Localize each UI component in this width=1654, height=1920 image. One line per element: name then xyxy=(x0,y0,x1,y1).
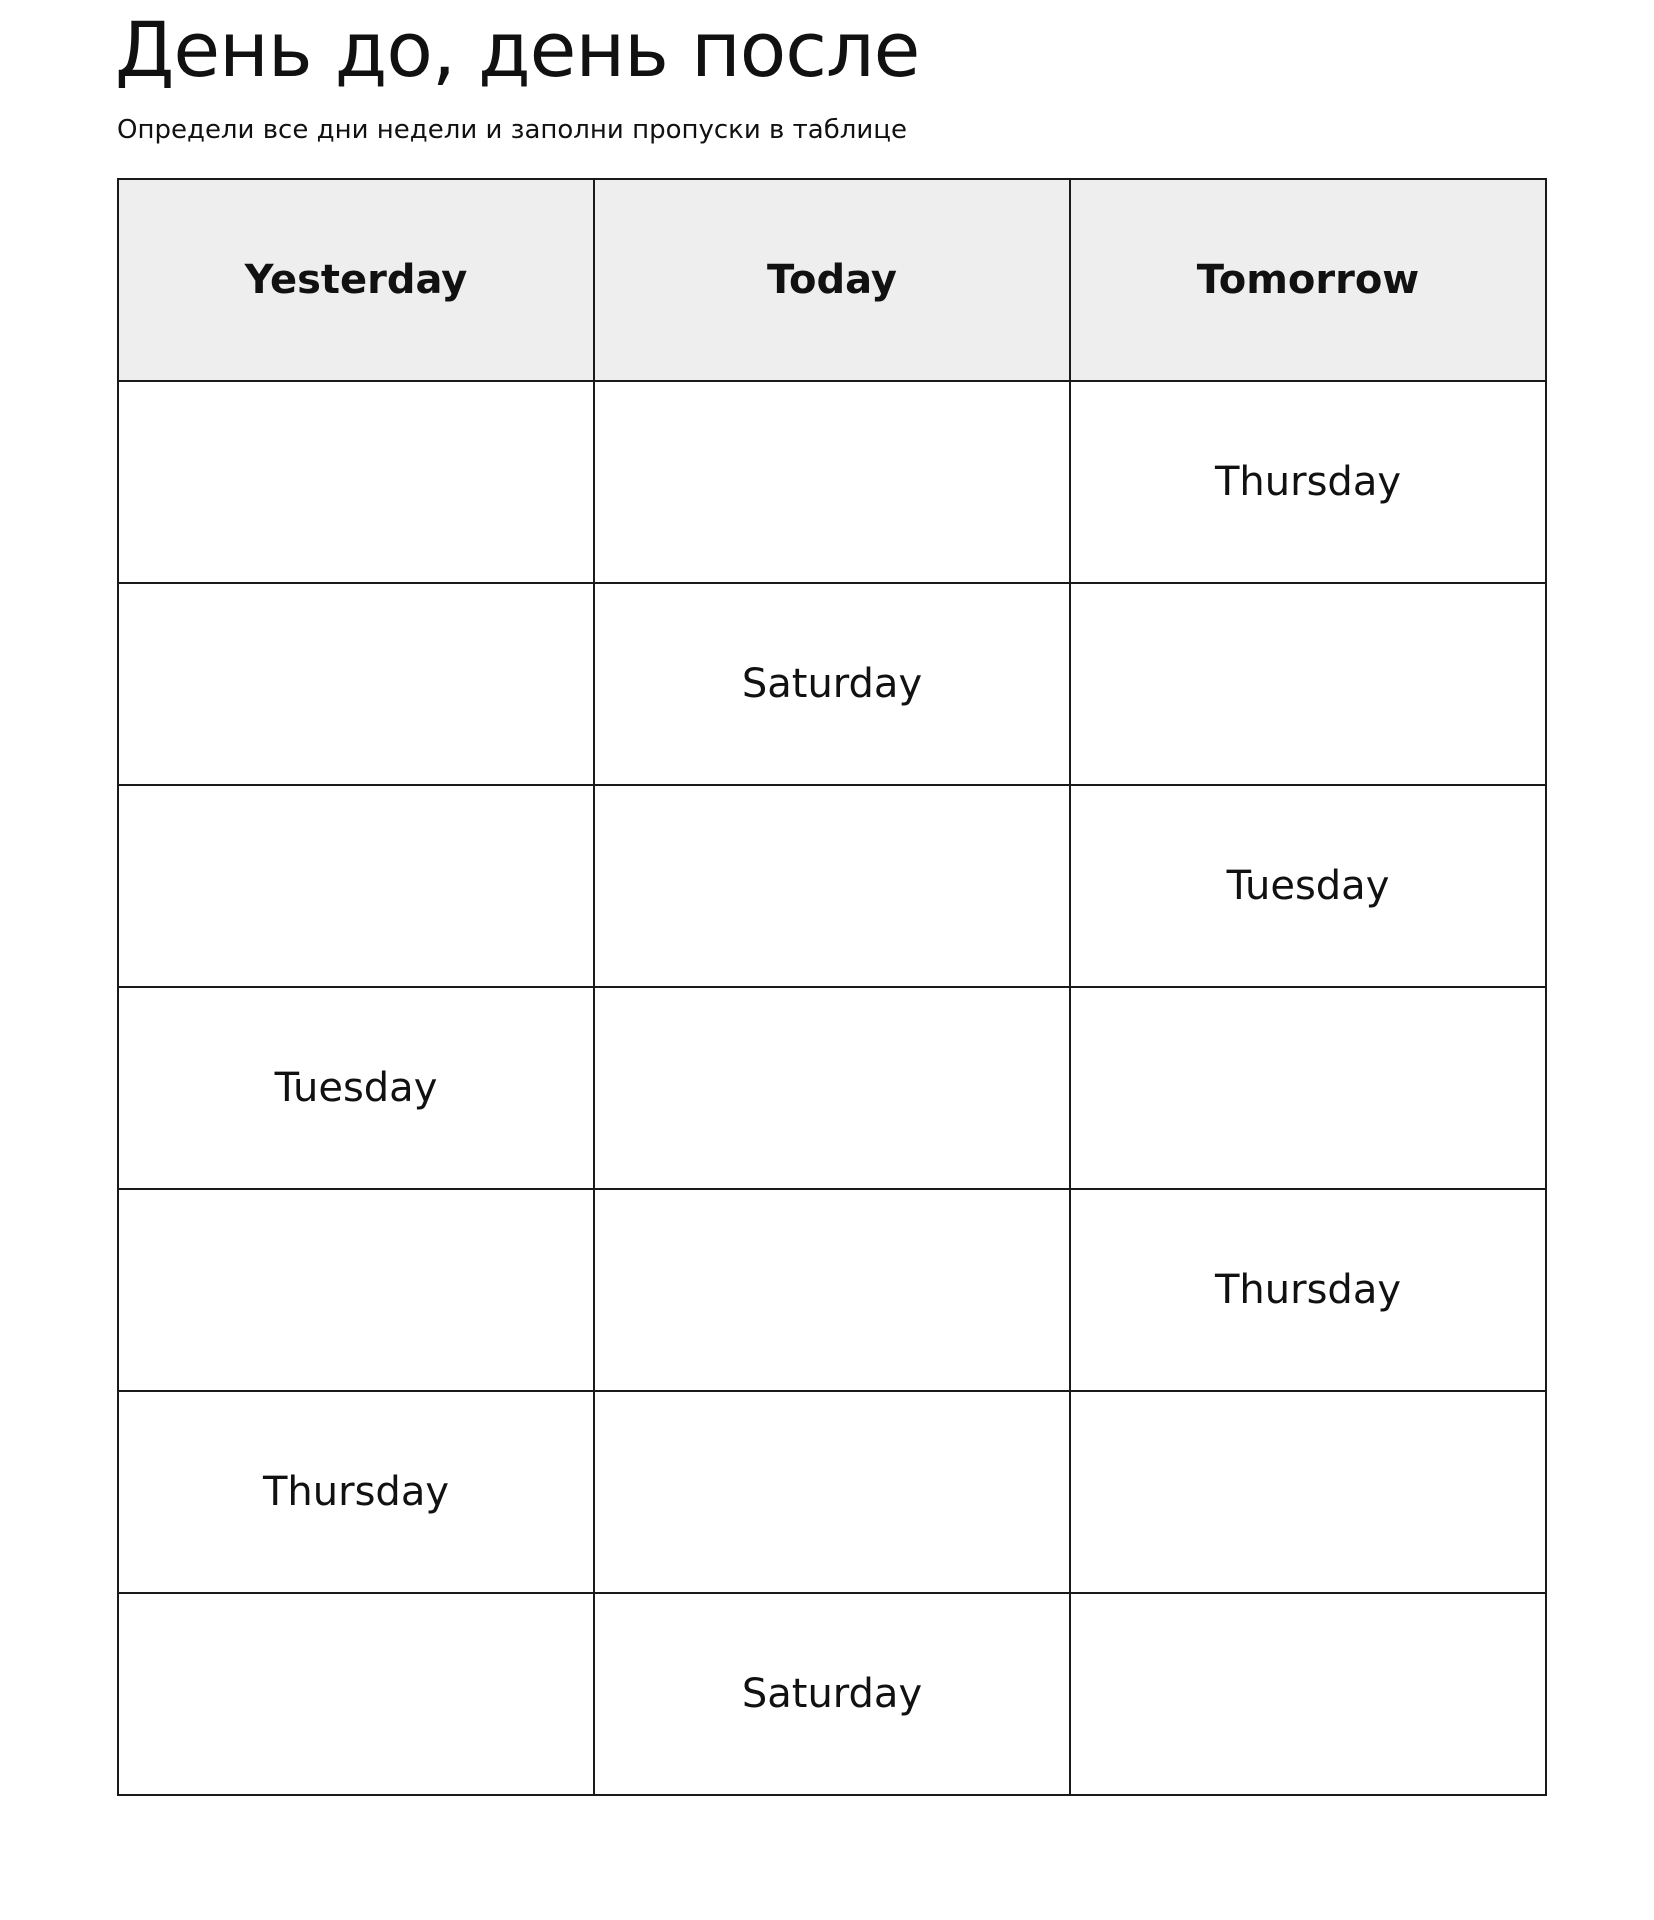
cell-today: Saturday xyxy=(594,1593,1070,1795)
cell-yesterday[interactable] xyxy=(118,583,594,785)
cell-tomorrow: Thursday xyxy=(1070,381,1546,583)
column-header-today: Today xyxy=(594,179,1070,381)
column-header-tomorrow: Tomorrow xyxy=(1070,179,1546,381)
cell-today[interactable] xyxy=(594,381,1070,583)
cell-tomorrow: Thursday xyxy=(1070,1189,1546,1391)
cell-tomorrow: Tuesday xyxy=(1070,785,1546,987)
table-row xyxy=(118,1391,1546,1593)
cell-yesterday[interactable] xyxy=(118,1593,594,1795)
column-header-yesterday: Yesterday xyxy=(118,179,594,381)
cell-yesterday[interactable] xyxy=(118,381,594,583)
cell-today[interactable] xyxy=(594,1189,1070,1391)
cell-tomorrow[interactable] xyxy=(1070,987,1546,1189)
cell-tomorrow[interactable] xyxy=(1070,583,1546,785)
cell-yesterday: Thursday xyxy=(118,1391,594,1593)
cell-tomorrow[interactable] xyxy=(1070,1391,1546,1593)
cell-today: Saturday xyxy=(594,583,1070,785)
cell-today[interactable] xyxy=(594,987,1070,1189)
table-row xyxy=(118,1593,1546,1795)
cell-yesterday: Tuesday xyxy=(118,987,594,1189)
cell-yesterday[interactable] xyxy=(118,785,594,987)
cell-today[interactable] xyxy=(594,785,1070,987)
instructions-text: Определи все дни недели и заполни пропуски в таблице xyxy=(117,115,907,145)
cell-today[interactable] xyxy=(594,1391,1070,1593)
cell-yesterday[interactable] xyxy=(118,1189,594,1391)
table-row xyxy=(118,987,1546,1189)
table-row xyxy=(118,785,1546,987)
table-row xyxy=(118,381,1546,583)
table-row xyxy=(118,1189,1546,1391)
table-row xyxy=(118,583,1546,785)
days-worksheet-table xyxy=(117,178,1547,1796)
table-header-row xyxy=(118,179,1546,381)
page-title: День до, день после xyxy=(115,5,920,94)
cell-tomorrow[interactable] xyxy=(1070,1593,1546,1795)
